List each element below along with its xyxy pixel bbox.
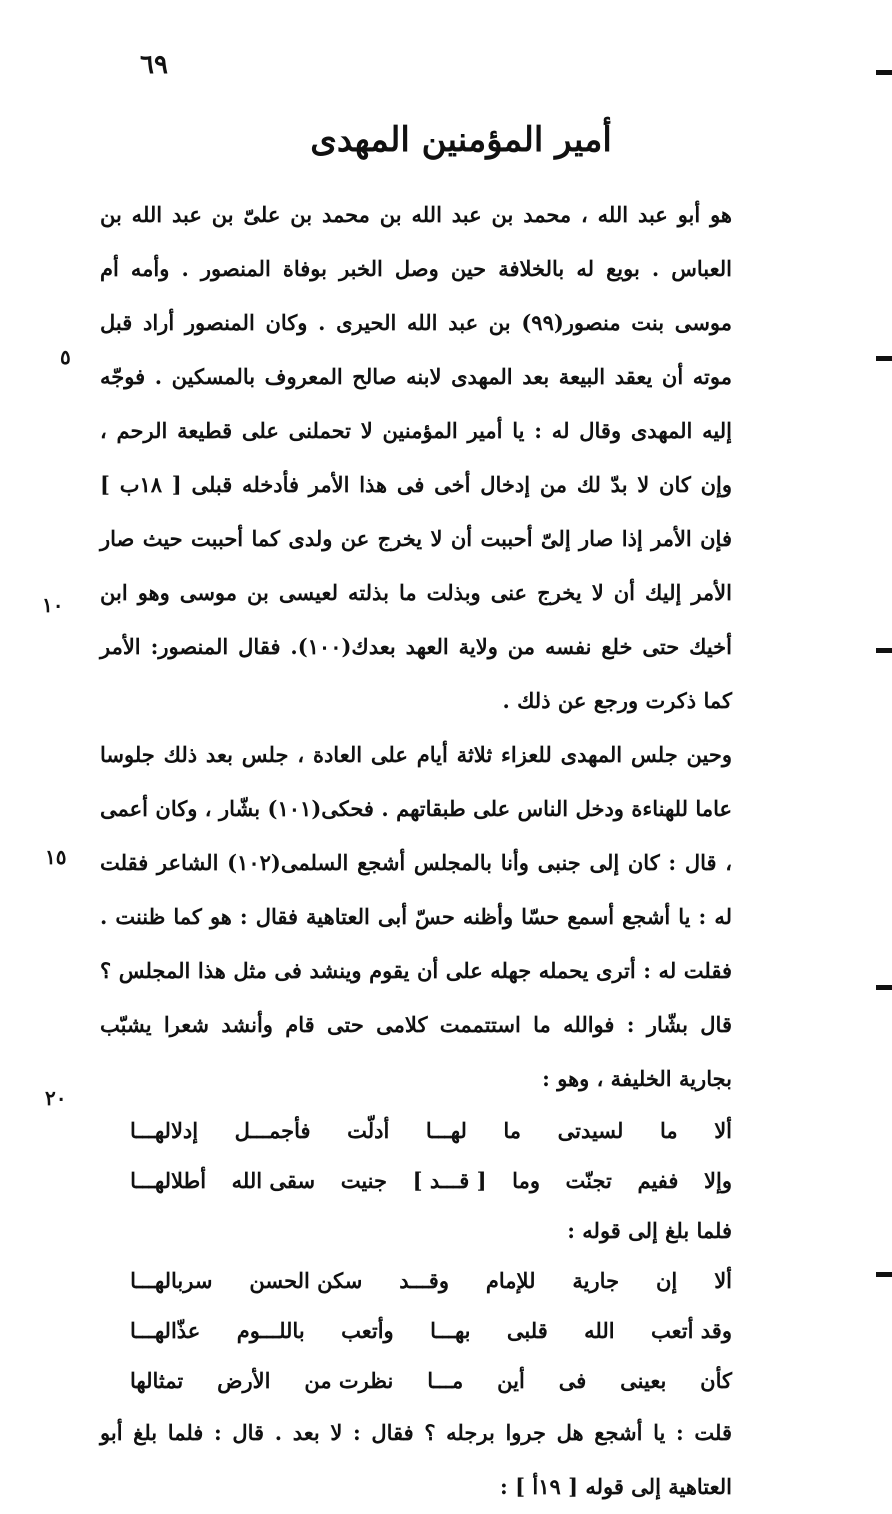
verse-word: سربالهـــا xyxy=(130,1268,213,1293)
poem-block-1 xyxy=(100,1106,732,1206)
verse-word: لسيدتى xyxy=(557,1118,624,1143)
verse-word: وإلا xyxy=(704,1168,732,1193)
paragraph-1: هو أبو عبد الله ، محمد بن عبد الله بن محمد بن علىّ بن عبد الله بن العباس . بويع له بالخلافة حين وصل الخبر بوفاة المنصور . وأمه أم موسى بنت منصور(٩٩) بن عبد الله الحيرى . وكان المنصور أراد قبل موته أن يعقد البيعة بعد المهدى لابنه صالح المعروف بالمسكين . فوجّه إليه المهدى وقال له : يا أمير المؤمنين لا تحملنى على قطيعة الرحم ، وإن كان لا بدّ لك من إدخال أخى فى هذا الأمر فأدخله قبلى [ ١٨ب ] فإن الأمر إذا صار إلىّ أحببت أن لا يخرج عن ولدى كما أحببت حيث صار الأمر إليك أن لا يخرج عنى وبذلت ما بذلته لعيسى بن موسى وهو ابن أخيك حتى خلع نفسه من ولاية العهد بعدك(١٠٠). فقال المنصور: الأمر كما ذكرت ورجع عن ذلك . xyxy=(100,202,733,713)
paragraph-2: وحين جلس المهدى للعزاء ثلاثة أيام على العادة ، جلس بعد ذلك جلوسا عاما للهناءة ودخل الناس على طبقاتهم . فحكى(١٠١) بشّار ، وكان أعمى ، قال : كان إلى جنبى وأنا بالمجلس أشجع السلمى(١٠٢) الشاعر فقلت له : يا أشجع أسمع حسّا وأظنه حسّ أبى العتاهية فقال : هو كما ظننت . فقلت له : أترى يحمله جهله على أن يقوم وينشد فى مثل هذا المجلس ؟ قال بشّار : فوالله ما استتممت كلامى حتى قام وأنشد شعرا يشبّب بجارية الخليفة ، وهو : xyxy=(100,742,732,1091)
verse-word: باللـــوم xyxy=(236,1318,305,1343)
verse-line xyxy=(100,1256,732,1306)
verse-line xyxy=(100,1156,732,1206)
verse-word: تجنّت xyxy=(565,1168,612,1193)
verse-word: ألا xyxy=(714,1118,732,1143)
verse-word: [ قـــد ] xyxy=(412,1168,487,1193)
verse-word: ففيم xyxy=(637,1168,679,1193)
transition-line: فلما بلغ إلى قوله : xyxy=(567,1218,732,1243)
verse-word: وقـــد xyxy=(399,1268,449,1293)
verse-word: إن xyxy=(655,1268,678,1293)
verse-word: نظرت من xyxy=(304,1368,394,1393)
margin-tick xyxy=(876,985,892,990)
verse-word: أين xyxy=(497,1368,525,1393)
verse-word: الله xyxy=(584,1318,615,1343)
page-title: أمير المؤمنين المهدى xyxy=(310,120,612,160)
margin-tick xyxy=(876,1272,892,1277)
verse-line xyxy=(100,1306,732,1356)
verse-word: بعينى xyxy=(620,1368,667,1393)
verse-word: جنيت xyxy=(340,1168,387,1193)
verse-word: بهـــا xyxy=(430,1318,471,1343)
line-number-20: ٢٠ xyxy=(45,1086,67,1110)
verse-word: عذّالهـــا xyxy=(130,1318,201,1343)
page-number: ٦٩ xyxy=(140,50,168,80)
verse-word: كأن xyxy=(700,1368,732,1393)
verse-word: وأتعب xyxy=(341,1318,394,1343)
verse-word: فأجمـــل xyxy=(234,1118,311,1143)
verse-word: ما xyxy=(659,1118,678,1143)
verse-word: أطلالهـــا xyxy=(130,1168,207,1193)
verse-word: مـــا xyxy=(427,1368,464,1393)
verse-line xyxy=(100,1356,732,1406)
margin-tick xyxy=(876,648,892,653)
verse-word: لهـــا xyxy=(425,1118,467,1143)
verse-word: ألا xyxy=(714,1268,732,1293)
verse-word: الأرض xyxy=(217,1368,271,1393)
page-body xyxy=(100,188,732,1514)
verse-word: تمثالها xyxy=(130,1368,184,1393)
verse-word: للإمام xyxy=(485,1268,536,1293)
verse-word: وما xyxy=(512,1168,540,1193)
line-number-5: ٥ xyxy=(60,345,71,369)
verse-word: فى xyxy=(558,1368,587,1393)
line-number-15: ١٥ xyxy=(45,845,67,869)
verse-word: سكن الحسن xyxy=(249,1268,363,1293)
verse-line xyxy=(100,1106,732,1156)
margin-tick xyxy=(876,356,892,361)
verse-word: أدلّت xyxy=(347,1118,390,1143)
poem-block-2 xyxy=(100,1256,732,1406)
verse-word: وقد أتعب xyxy=(651,1318,732,1343)
verse-word: ما xyxy=(503,1118,522,1143)
closing-paragraph: قلت : يا أشجع هل جروا برجله ؟ فقال : لا بعد . قال : فلما بلغ أبو العتاهية إلى قوله [ ١٩أ ] : xyxy=(100,1420,732,1499)
verse-word: إدلالهـــا xyxy=(130,1118,199,1143)
line-number-10: ١٠ xyxy=(42,593,64,617)
verse-word: قلبى xyxy=(506,1318,548,1343)
verse-word: سقى الله xyxy=(231,1168,316,1193)
verse-word: جارية xyxy=(572,1268,620,1293)
margin-tick xyxy=(876,70,892,75)
